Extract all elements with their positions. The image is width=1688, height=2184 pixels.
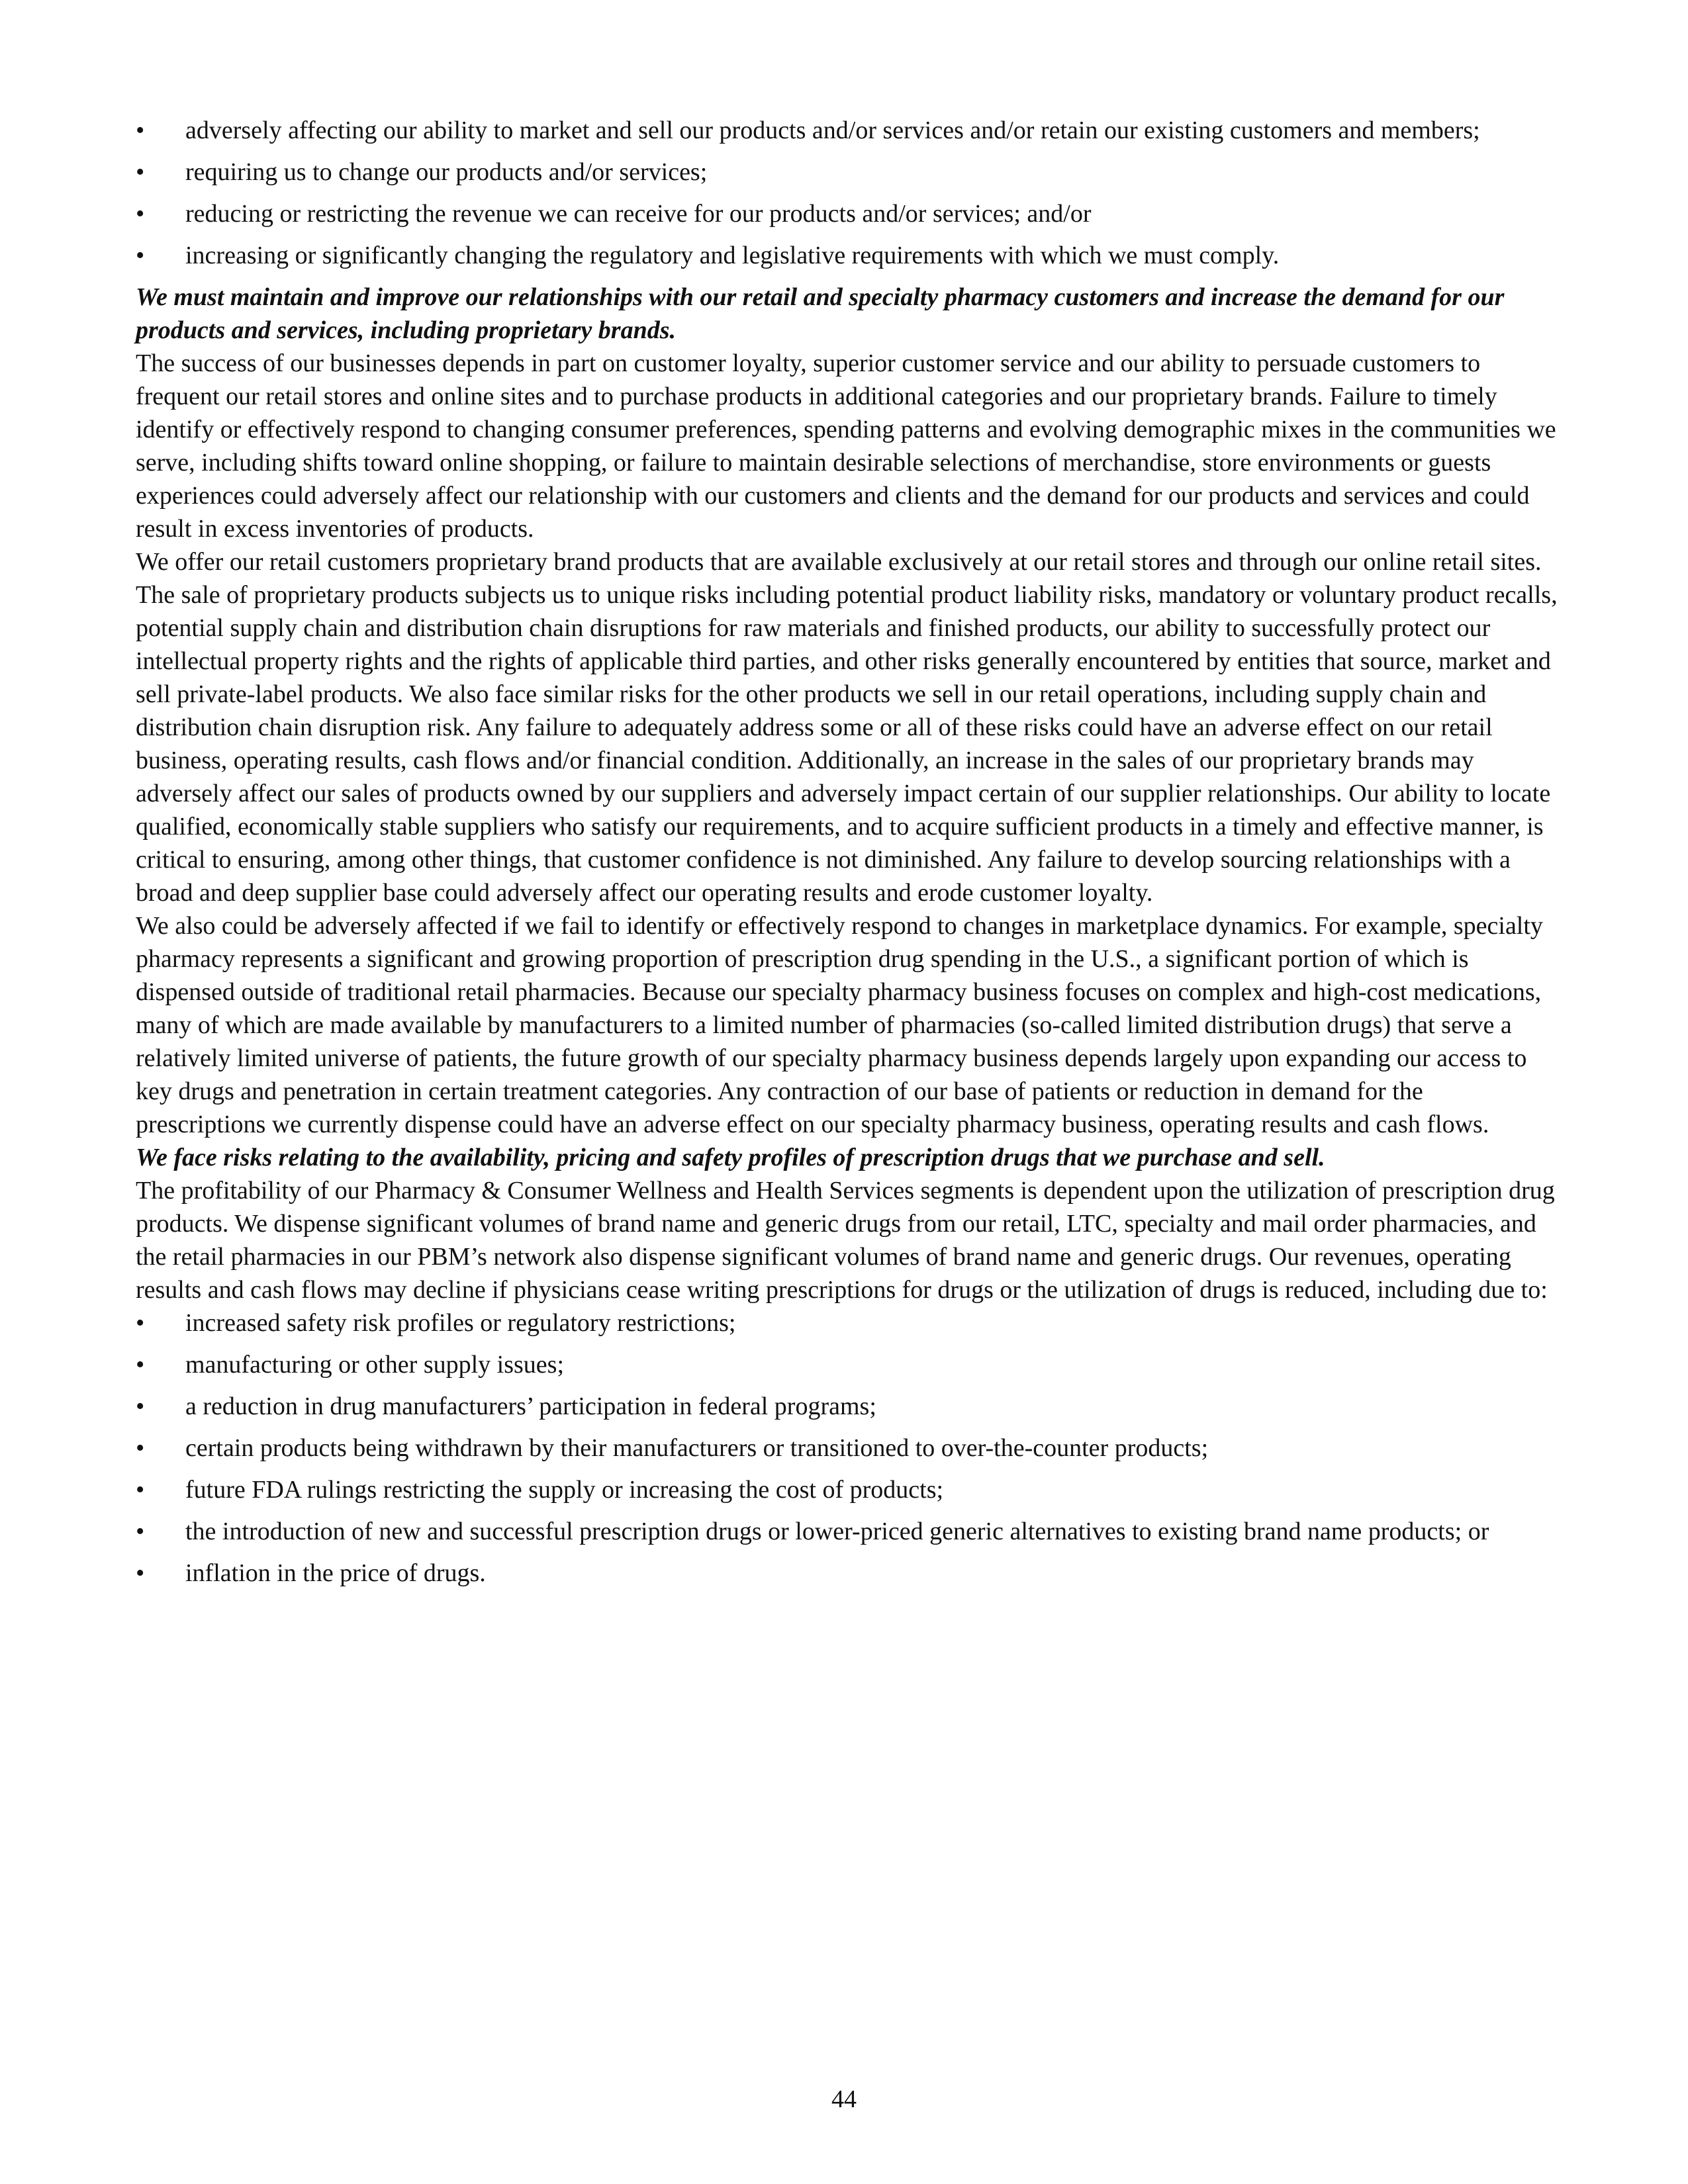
list-item-text: manufacturing or other supply issues;: [185, 1351, 565, 1379]
list-item: [136, 1515, 1559, 1548]
bullet-glyph: •: [136, 1518, 145, 1545]
list-item: [136, 1557, 1559, 1590]
list-item-text: increasing or significantly changing the regulatory and legislative requirements with which we must comply.: [185, 242, 1280, 269]
bullet-glyph: •: [136, 116, 145, 144]
bullet-glyph: •: [136, 1392, 145, 1420]
section-heading-retail-relationships: We must maintain and improve our relationships with our retail and specialty pharmacy customers and increase the demand for our products and services, including proprietary brands.: [136, 283, 1505, 344]
list-item-text: a reduction in drug manufacturers’ participation in federal programs;: [185, 1392, 876, 1420]
bullet-glyph: •: [136, 1559, 145, 1587]
paragraph-proprietary-brands: We offer our retail customers proprietary brand products that are available exclusively at our retail stores and through our online retail sites. The sale of proprietary products subjects us to unique risks including potential product liability risks, mandatory or voluntary product recalls, potential supply chain and distribution chain disruptions for raw materials and finished products, our ability to successfully protect our intellectual property rights and the rights of applicable third parties, and other risks generally encountered by entities that source, market and sell private-label products. We also face similar risks for the other products we sell in our retail operations, including supply chain and distribution chain disruption risk. Any failure to adequately address some or all of these risks could have an adverse effect on our retail business, operating results, cash flows and/or financial condition. Additionally, an increase in the sales of our proprietary brands may adversely affect our sales of products owned by our suppliers and adversely impact certain of our supplier relationships. Our ability to locate qualified, economically stable suppliers who satisfy our requirements, and to acquire sufficient products in a timely and effective manner, is critical to ensuring, among other things, that customer confidence is not diminished. Any failure to develop sourcing relationships with a broad and deep supplier base could adversely affect our operating results and erode customer loyalty.: [136, 548, 1558, 907]
list-item-text: the introduction of new and successful prescription drugs or lower-priced generic alternatives to existing brand name products; or: [185, 1518, 1489, 1545]
bullet-glyph: •: [136, 1476, 145, 1504]
list-item: [136, 156, 1559, 189]
list-item: [136, 1432, 1559, 1465]
top-bullet-list: [136, 114, 1559, 272]
paragraph-marketplace-dynamics: We also could be adversely affected if we fail to identify or effectively respond to changes in marketplace dynamics. For example, specialty pharmacy represents a significant and growing proportion of prescription drug spending in the U.S., a significant portion of which is dispensed outside of traditional retail pharmacies. Because our specialty pharmacy business focuses on complex and high-cost medications, many of which are made available by manufacturers to a limited number of pharmacies (so-called limited distribution drugs) that serve a relatively limited universe of patients, the future growth of our specialty pharmacy business depends largely upon expanding our access to key drugs and penetration in certain treatment categories. Any contraction of our base of patients or reduction in demand for the prescriptions we currently dispense could have an adverse effect on our specialty pharmacy business, operating results and cash flows.: [136, 912, 1543, 1138]
list-item-text: increased safety risk profiles or regulatory restrictions;: [185, 1309, 736, 1337]
list-item: [136, 1390, 1559, 1423]
list-item: [136, 1348, 1559, 1381]
paragraph-customer-loyalty: The success of our businesses depends in part on customer loyalty, superior customer service and our ability to persuade customers to frequent our retail stores and online sites and to purchase products in additional categories and our proprietary brands. Failure to timely identify or effectively respond to changing consumer preferences, spending patterns and evolving demographic mixes in the communities we serve, including shifts toward online shopping, or failure to maintain desirable selections of merchandise, store environments or guests experiences could adversely affect our relationship with our customers and clients and the demand for our products and services and could result in excess inventories of products.: [136, 349, 1556, 543]
list-item: [136, 1473, 1559, 1506]
bullet-glyph: •: [136, 242, 145, 269]
paragraph-profitability: The profitability of our Pharmacy & Consumer Wellness and Health Services segments is dependent upon the utilization of prescription drug products. We dispense significant volumes of brand name and generic drugs from our retail, LTC, specialty and mail order pharmacies, and the retail pharmacies in our PBM’s network also dispense significant volumes of brand name and generic drugs. Our revenues, operating results and cash flows may decline if physicians cease writing prescriptions for drugs or the utilization of drugs is reduced, including due to:: [136, 1177, 1555, 1304]
drug-risk-bullet-list: [136, 1306, 1559, 1590]
list-item: [136, 197, 1559, 230]
list-item-text: future FDA rulings restricting the supply or increasing the cost of products;: [185, 1476, 944, 1504]
list-item-text: requiring us to change our products and/or services;: [185, 158, 708, 186]
list-item-text: inflation in the price of drugs.: [185, 1559, 486, 1587]
page-number: 44: [831, 2085, 857, 2113]
bullet-glyph: •: [136, 1351, 145, 1379]
bullet-glyph: •: [136, 158, 145, 186]
section-heading-prescription-drugs: We face risks relating to the availability, pricing and safety profiles of prescription drugs that we purchase and sell.: [136, 1144, 1325, 1171]
list-item: [136, 1306, 1559, 1340]
list-item-text: certain products being withdrawn by their manufacturers or transitioned to over-the-counter products;: [185, 1434, 1209, 1462]
bullet-glyph: •: [136, 1434, 145, 1462]
list-item: [136, 239, 1559, 272]
list-item-text: reducing or restricting the revenue we can receive for our products and/or services; and/or: [185, 200, 1092, 228]
document-body: [136, 114, 1559, 1598]
list-item: [136, 114, 1559, 147]
bullet-glyph: •: [136, 1309, 145, 1337]
list-item-text: adversely affecting our ability to market and sell our products and/or services and/or retain our existing customers and members;: [185, 116, 1480, 144]
bullet-glyph: •: [136, 200, 145, 228]
